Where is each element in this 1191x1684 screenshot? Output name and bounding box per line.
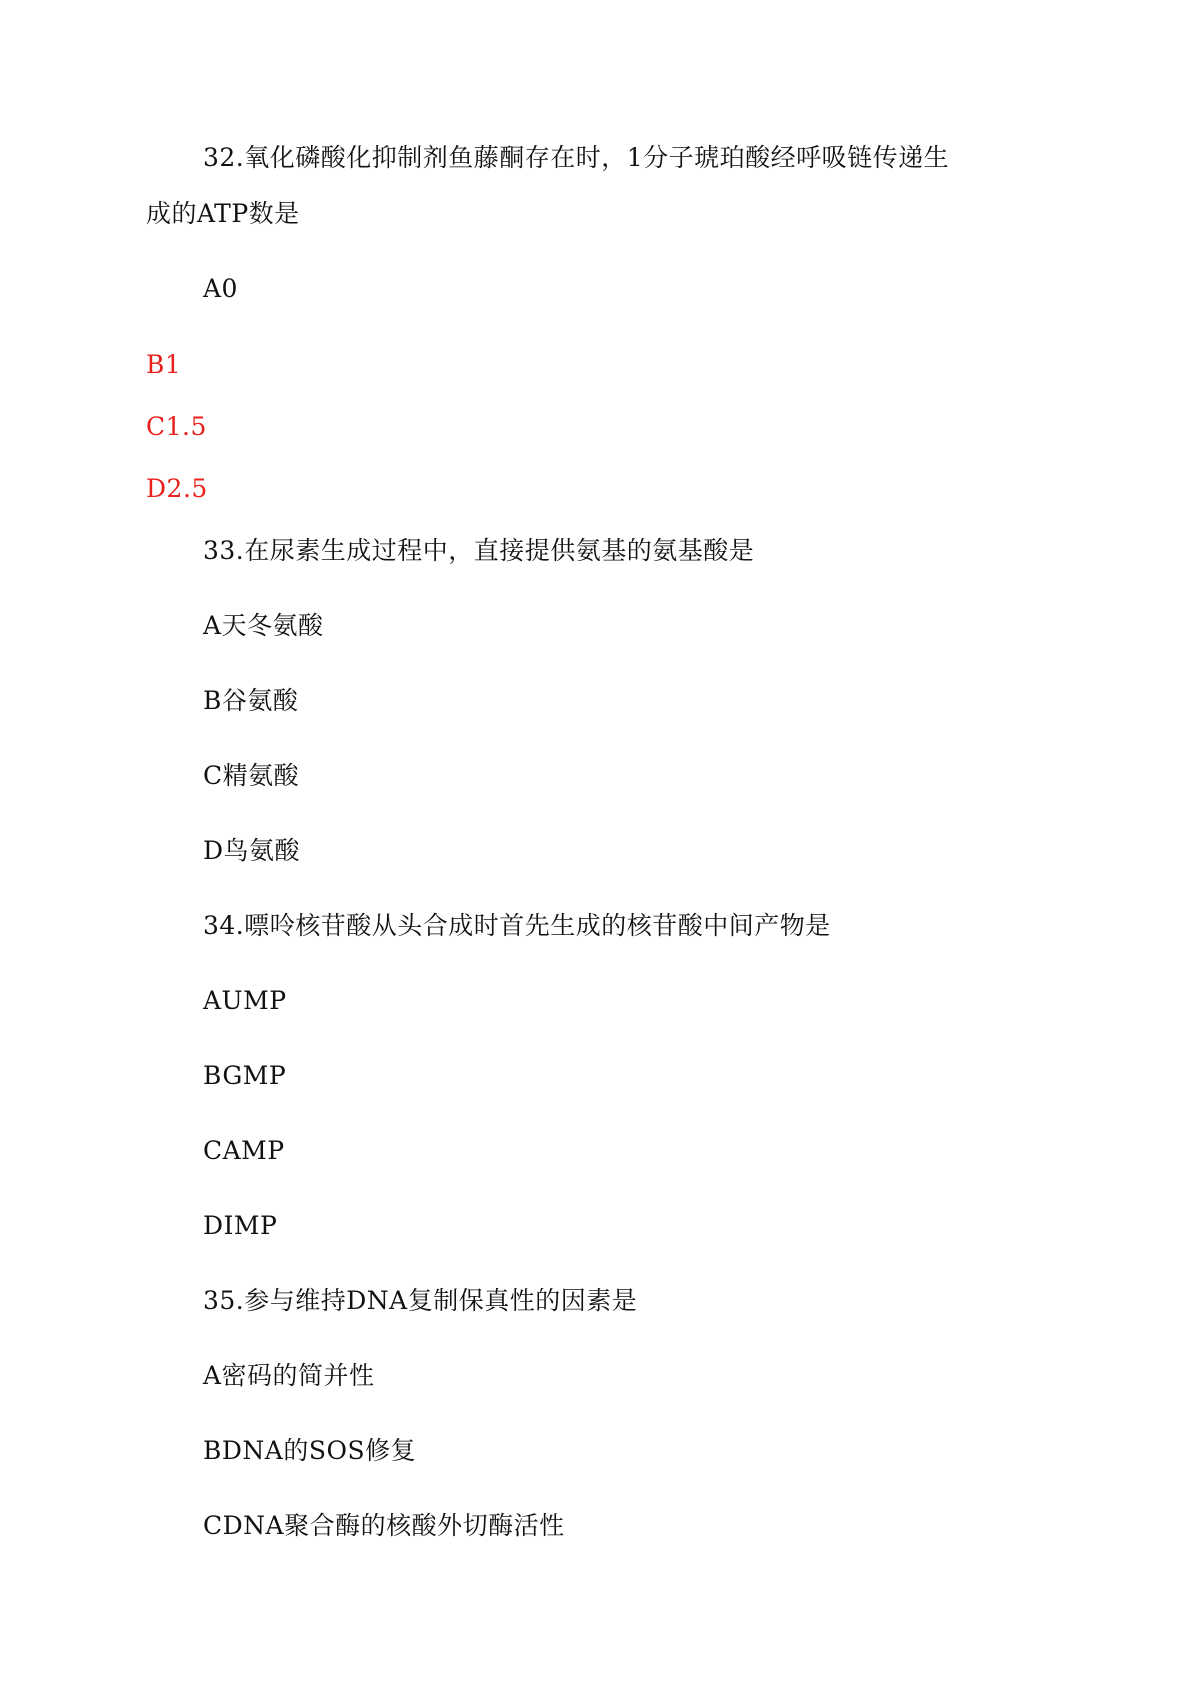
question-33-option-d: D鸟氨酸 xyxy=(203,836,301,865)
question-33-option-a: A天冬氨酸 xyxy=(203,611,324,640)
question-35-option-a: A密码的简并性 xyxy=(203,1361,375,1390)
question-32-option-b: B1 xyxy=(146,350,182,379)
question-34-option-c: CAMP xyxy=(203,1136,285,1165)
question-34-option-d: DIMP xyxy=(203,1211,278,1240)
question-33-option-b: B谷氨酸 xyxy=(203,686,299,715)
question-32-stem-line1: 32.氧化磷酸化抑制剂鱼藤酮存在时，1分子琥珀酸经呼吸链传递生 xyxy=(203,143,950,172)
question-35-option-b: BDNA的SOS修复 xyxy=(203,1436,417,1465)
question-33-option-c: C精氨酸 xyxy=(203,761,300,790)
question-34-stem: 34.嘌呤核苷酸从头合成时首先生成的核苷酸中间产物是 xyxy=(203,911,831,940)
question-34-option-b: BGMP xyxy=(203,1061,287,1090)
question-35-option-c: CDNA聚合酶的核酸外切酶活性 xyxy=(203,1511,565,1540)
question-33-stem: 33.在尿素生成过程中，直接提供氨基的氨基酸是 xyxy=(203,536,755,565)
question-32-option-a: A0 xyxy=(203,274,238,303)
question-35-stem: 35.参与维持DNA复制保真性的因素是 xyxy=(203,1286,638,1315)
question-34-option-a: AUMP xyxy=(203,986,287,1015)
question-32-stem-line2: 成的ATP数是 xyxy=(146,199,300,228)
question-32-option-d: D2.5 xyxy=(146,474,208,503)
question-32-option-c: C1.5 xyxy=(146,412,207,441)
